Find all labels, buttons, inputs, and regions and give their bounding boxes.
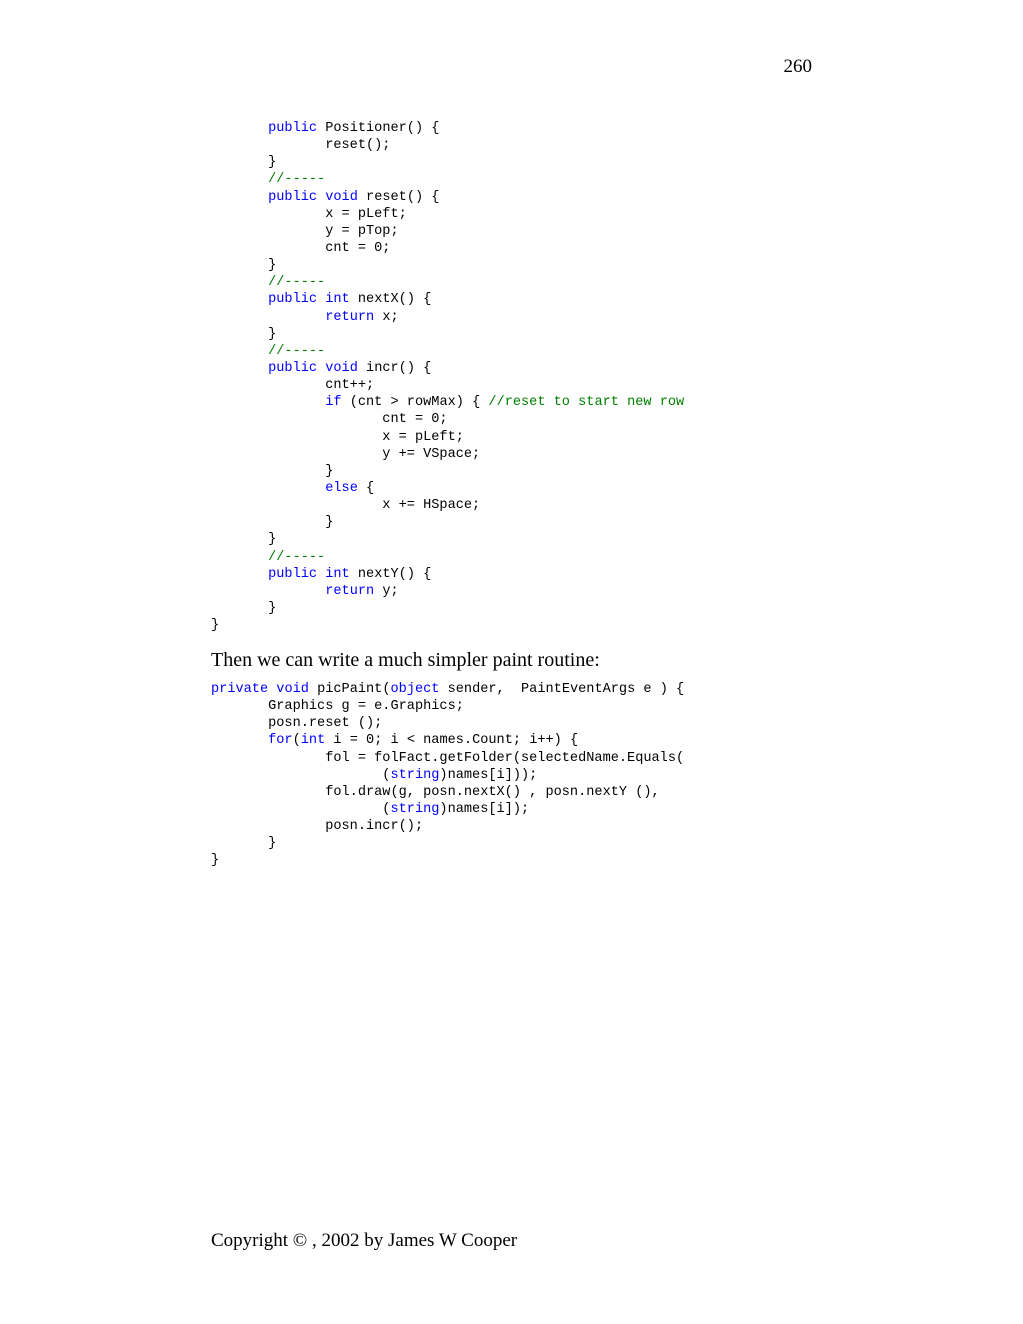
code-line [211,326,684,343]
code-keyword: public [268,189,318,205]
code-text [211,344,268,359]
page-number: 260 [783,56,812,77]
code-text: posn.reset (); [211,716,383,732]
code-text: ( [211,801,391,817]
code-line [211,531,684,548]
code-text: picPaint( [308,682,391,697]
code-line [211,291,684,308]
code-line [211,852,684,869]
code-text [211,310,325,325]
code-text: posn.incr(); [211,819,424,835]
code-text: ( [211,767,391,783]
code-line [211,171,684,188]
code-keyword: void [325,360,358,376]
code-text [211,190,268,205]
code-line [211,411,684,428]
code-text [211,292,268,307]
code-text: } [211,836,277,852]
code-line [211,600,684,617]
code-text: } [211,155,277,171]
code-keyword: for [268,733,293,749]
code-text: reset() { [357,189,440,205]
code-text: } [211,463,334,479]
code-text: fol = folFact.getFolder(selectedName.Equals( [211,750,685,766]
code-keyword: int [325,566,350,582]
code-text: cnt = 0; [211,412,448,428]
code-keyword: return [325,309,375,325]
code-keyword: object [390,682,440,697]
code-keyword: public [268,121,318,136]
code-text: ( [292,733,301,749]
code-comment: //----- [268,343,326,359]
code-text: nextX() { [349,292,432,308]
code-text: reset(); [211,138,391,154]
code-line [211,223,684,240]
code-text: Graphics g = e.Graphics; [211,699,464,715]
code-line [211,274,684,291]
code-keyword: int [325,292,350,308]
code-line [211,343,684,360]
code-keyword: public [268,292,318,308]
code-text: y; [374,583,399,599]
code-keyword: string [390,767,440,783]
code-comment: //----- [268,549,326,565]
code-line [211,818,684,835]
code-text [211,567,268,582]
code-text: } [211,853,220,869]
code-text: y += VSpace; [211,446,481,462]
code-line [211,120,684,137]
code-line [211,617,684,634]
code-text: } [211,326,277,342]
code-block-positioner [211,120,684,634]
code-text: x = pLeft; [211,206,407,222]
code-line [211,801,684,818]
code-text: cnt = 0; [211,240,391,256]
code-line [211,732,684,749]
code-line [211,240,684,257]
code-text [211,584,325,599]
code-text: )names[i]); [439,801,530,817]
code-keyword: public [268,566,318,582]
code-text: x = pLeft; [211,429,464,445]
code-text [317,292,325,307]
code-line [211,698,684,715]
code-keyword: public [268,360,318,376]
code-line [211,463,684,480]
code-keyword: return [325,583,375,599]
code-text: x; [374,309,399,325]
code-text: cnt++; [211,378,375,394]
code-text: } [211,532,277,548]
code-text: sender, PaintEventArgs e ) { [439,682,685,697]
code-line [211,137,684,154]
code-comment: //----- [268,172,326,188]
code-line [211,583,684,600]
code-text [211,361,268,376]
code-line [211,681,684,698]
code-comment: //----- [268,275,326,291]
code-line [211,394,684,411]
code-text: nextY() { [349,566,432,582]
code-line [211,514,684,531]
code-text: } [211,600,277,616]
body-paragraph: Then we can write a much simpler paint routine: [211,649,600,671]
code-text [211,275,268,290]
code-text: (cnt > rowMax) { [341,395,489,411]
code-keyword: int [300,733,326,749]
code-text [211,481,325,496]
code-text [317,190,325,205]
code-text: Positioner() { [317,121,440,136]
code-line [211,189,684,206]
code-text: y = pTop; [211,223,399,239]
code-line [211,257,684,274]
code-keyword: string [390,801,440,817]
code-text: } [211,515,334,531]
code-text: )names[i])); [439,767,538,783]
code-comment: //reset to start new row [488,395,685,411]
code-line [211,154,684,171]
code-text [317,567,325,582]
code-text: fol.draw(g, posn.nextX() , posn.nextY (), [211,784,660,800]
code-text: } [211,618,220,634]
code-keyword: private [211,682,269,697]
code-line [211,360,684,377]
copyright-footer: Copyright © , 2002 by James W Cooper [211,1230,518,1251]
code-keyword: void [276,682,309,697]
code-keyword: else [325,480,358,496]
code-line [211,715,684,732]
code-keyword: void [325,189,358,205]
code-text [211,550,268,565]
code-keyword: if [325,395,342,411]
code-text: } [211,258,277,274]
code-line [211,446,684,463]
code-line [211,835,684,852]
code-line [211,480,684,497]
code-text [211,172,268,187]
code-block-pic-paint [211,681,684,870]
code-line [211,566,684,583]
code-text [211,395,325,410]
code-line [211,377,684,394]
code-text: x += HSpace; [211,498,481,514]
code-line [211,784,684,801]
code-line [211,309,684,326]
code-text [211,733,268,748]
code-text: { [357,480,375,496]
code-line [211,750,684,767]
code-text: incr() { [357,360,432,376]
code-line [211,429,684,446]
code-text [317,361,325,376]
code-line [211,767,684,784]
code-line [211,549,684,566]
code-text: i = 0; i < names.Count; i++) { [325,733,579,749]
code-line [211,497,684,514]
code-line [211,206,684,223]
code-text [211,121,268,136]
